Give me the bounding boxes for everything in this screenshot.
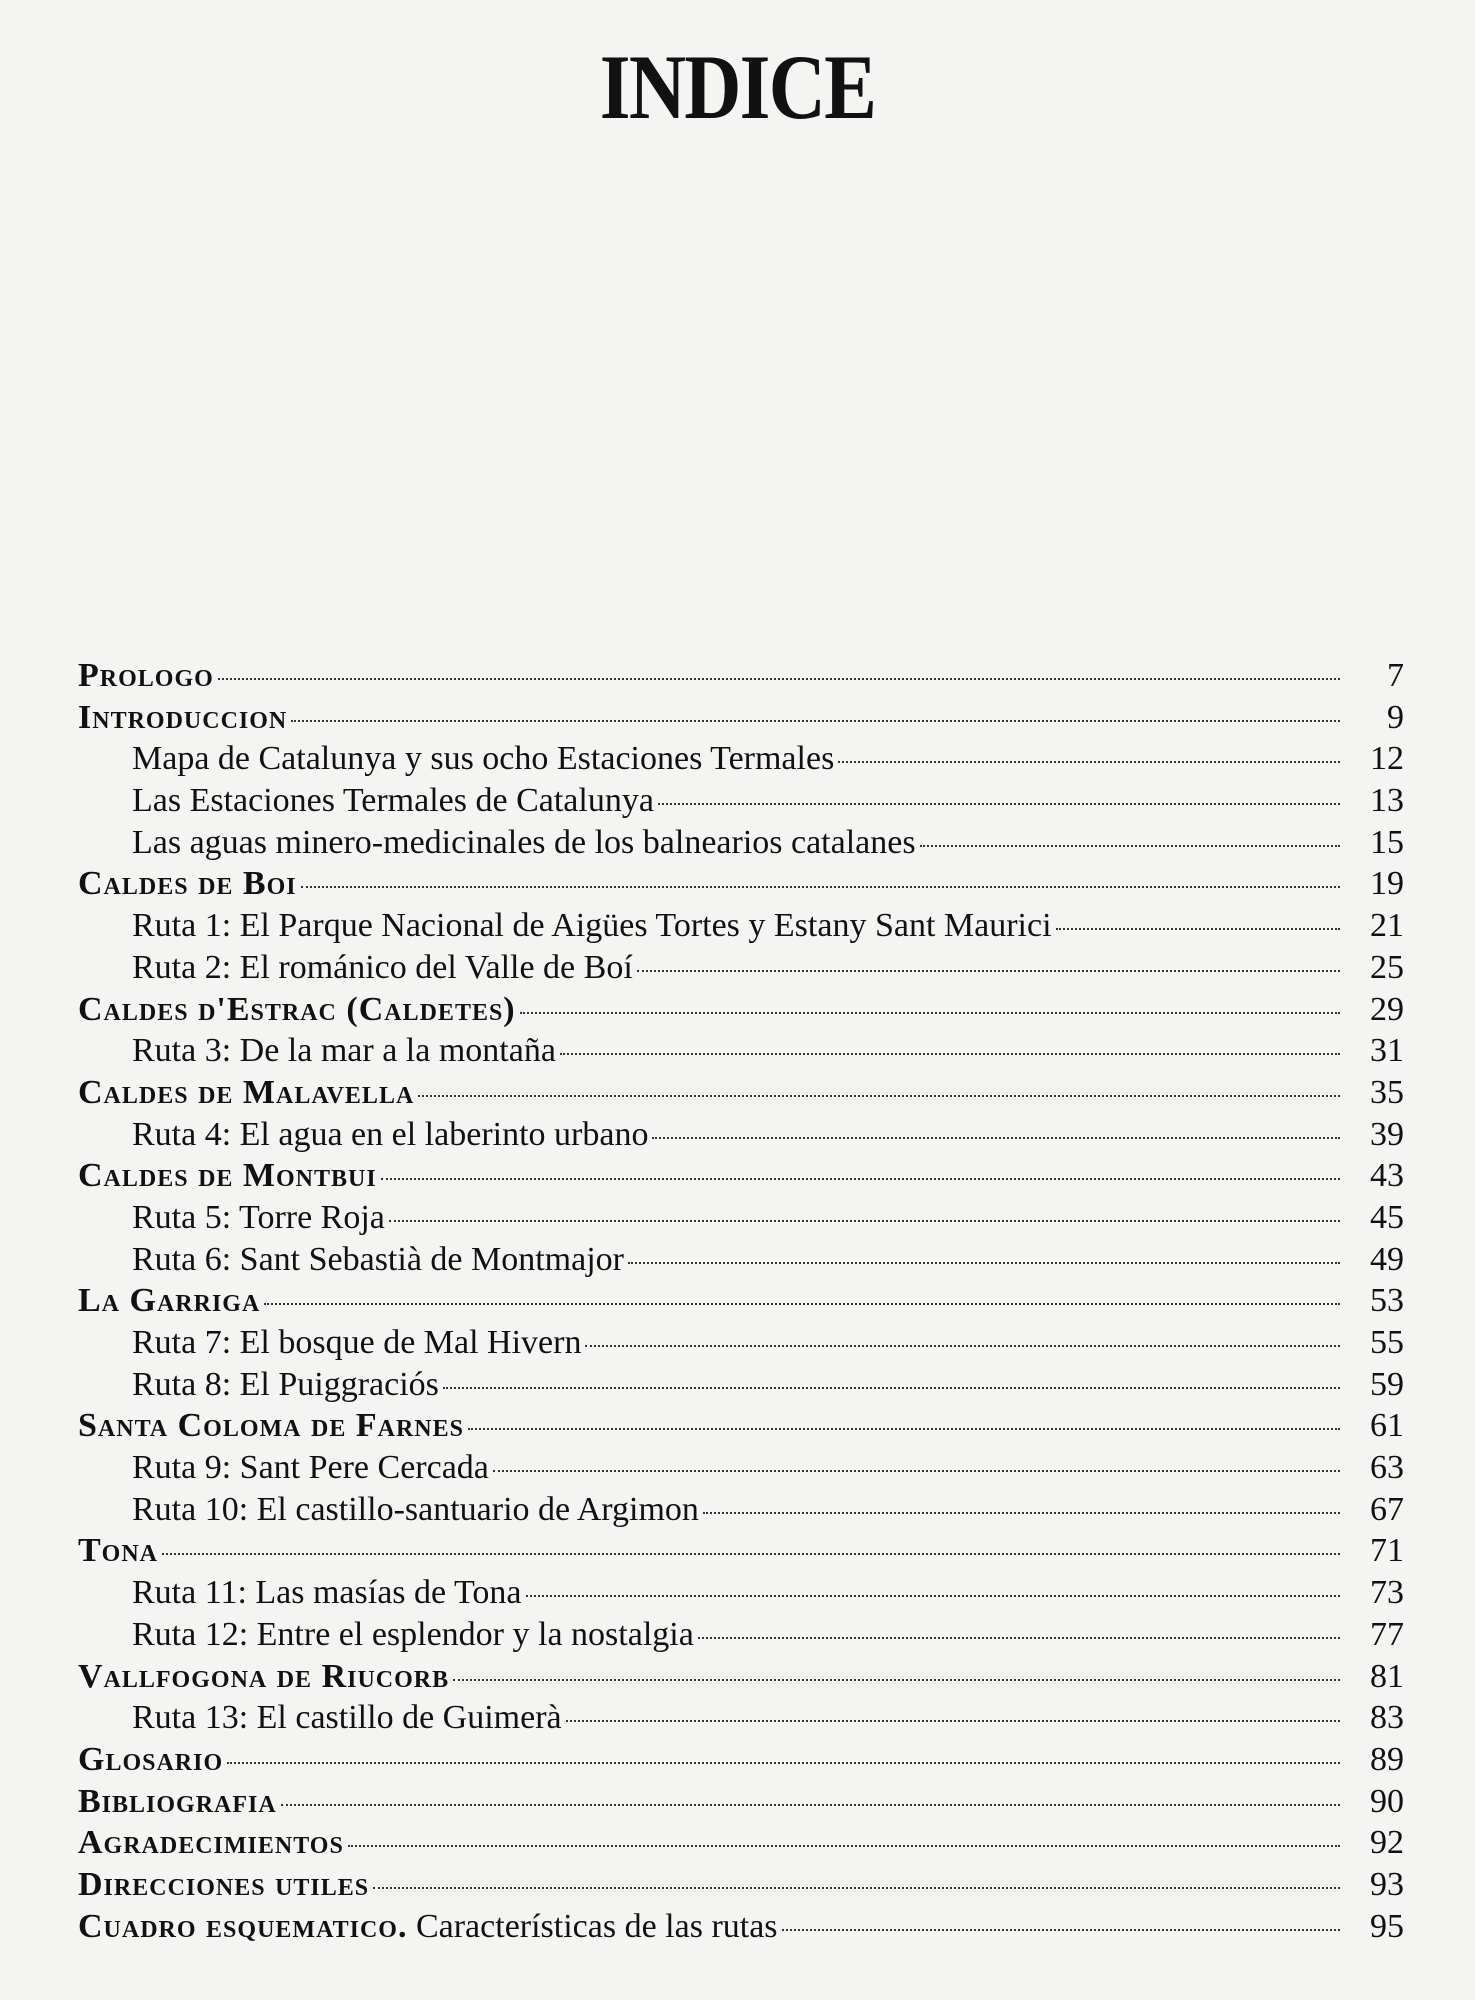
toc-entry-title: Mapa de Catalunya y sus ocho Estaciones Termales: [132, 740, 835, 778]
toc-page-number: 55: [1370, 1324, 1404, 1361]
toc-page-number: 21: [1370, 907, 1404, 945]
toc-subentry: [78, 1489, 1404, 1531]
toc-subentry: [78, 738, 1404, 780]
toc-entry-label: [78, 1447, 489, 1489]
toc-subentry: [78, 822, 1404, 864]
toc-entry-title: Ruta 10: El castillo-santuario de Argimon: [132, 1490, 699, 1528]
toc-entry-label: [78, 1197, 385, 1239]
toc-entry-title: Las Estaciones Termales de Catalunya: [132, 782, 654, 820]
dot-leader: [566, 1720, 1340, 1722]
toc-page-number: 63: [1370, 1449, 1404, 1487]
dot-leader: [920, 845, 1340, 847]
toc-entry-title: Ruta 4: El agua en el laberinto urbano: [132, 1115, 649, 1153]
toc-entry-title: Caldes de Boi: [78, 865, 297, 903]
toc-subentry: [78, 1572, 1404, 1614]
toc-page-number: 13: [1370, 782, 1404, 820]
toc-page-number: 61: [1370, 1407, 1404, 1445]
table-of-contents: [78, 655, 1404, 1947]
toc-entry-title: Bibliografia: [78, 1782, 277, 1820]
dot-leader: [291, 720, 1340, 722]
toc-page-number: 25: [1370, 948, 1404, 986]
toc-entry-label: [78, 697, 287, 739]
toc-section-entry: [78, 1781, 1404, 1823]
toc-entry-label: [78, 1364, 439, 1406]
toc-page-number: 81: [1370, 1657, 1404, 1695]
toc-page-number: 49: [1370, 1240, 1404, 1278]
toc-page-number: 92: [1370, 1824, 1404, 1862]
toc-entry-label: [78, 1489, 699, 1531]
toc-entry-title: Ruta 13: El castillo de Guimerà: [132, 1699, 562, 1737]
dot-leader: [628, 1262, 1340, 1264]
toc-entry-label: [78, 655, 214, 697]
dot-leader: [301, 886, 1340, 888]
toc-page-number: 89: [1370, 1740, 1404, 1778]
toc-entry-title: Ruta 3: De la mar a la montaña: [132, 1032, 556, 1070]
toc-page-number: 83: [1370, 1699, 1404, 1737]
dot-leader: [698, 1637, 1340, 1639]
dot-leader: [585, 1345, 1340, 1347]
dot-leader: [264, 1303, 1340, 1305]
toc-subentry: [78, 1364, 1404, 1406]
dot-leader: [838, 761, 1340, 763]
toc-entry-title: Caldes d'Estrac (Caldetes): [78, 990, 516, 1028]
toc-entry-title: Direcciones utiles: [78, 1865, 370, 1903]
toc-entry-label: [78, 1906, 778, 1948]
toc-entry-title: Glosario: [78, 1740, 224, 1778]
toc-section-entry: [78, 863, 1404, 905]
toc-entry-title: Introduccion: [78, 698, 288, 736]
toc-entry-label: [78, 1239, 624, 1281]
toc-section-entry: [78, 655, 1404, 697]
toc-entry-title: Ruta 2: El románico del Valle de Boí: [132, 948, 633, 986]
toc-section-entry: [78, 1530, 1404, 1572]
toc-entry-label: [78, 1322, 581, 1364]
toc-entry-title: La Garriga: [78, 1282, 261, 1320]
toc-entry-label: [78, 1614, 694, 1656]
dot-leader: [453, 1679, 1340, 1681]
dot-leader: [227, 1762, 1340, 1764]
toc-entry-label: [78, 1781, 277, 1823]
toc-entry-label: [78, 780, 654, 822]
toc-entry-title: Caldes de Malavella: [78, 1073, 415, 1111]
toc-entry-label: [78, 738, 834, 780]
toc-subentry: [78, 1239, 1404, 1281]
toc-page-number: 15: [1370, 823, 1404, 861]
toc-entry-title: Ruta 5: Torre Roja: [132, 1198, 385, 1236]
toc-section-entry: [78, 1739, 1404, 1781]
toc-entry-label: [78, 1656, 449, 1698]
toc-subentry: [78, 1197, 1404, 1239]
toc-entry-title: Caldes de Montbui: [78, 1157, 377, 1195]
dot-leader: [468, 1428, 1340, 1430]
toc-page-number: 77: [1370, 1615, 1404, 1653]
dot-leader: [443, 1387, 1340, 1389]
toc-page-number: 29: [1370, 990, 1404, 1028]
toc-page-number: 73: [1370, 1574, 1404, 1612]
toc-entry-title: Vallfogona de Riucorb: [78, 1657, 450, 1695]
toc-page-number: 43: [1370, 1157, 1404, 1195]
toc-subentry: [78, 780, 1404, 822]
dot-leader: [418, 1095, 1340, 1097]
dot-leader: [493, 1470, 1340, 1472]
dot-leader: [389, 1220, 1340, 1222]
toc-section-entry: [78, 1280, 1404, 1322]
toc-entry-label: [78, 1739, 223, 1781]
toc-section-entry: [78, 1822, 1404, 1864]
page-title: INDICE: [599, 36, 876, 138]
toc-entry-label: [78, 1572, 522, 1614]
toc-entry-title: Agradecimientos: [78, 1824, 344, 1862]
toc-entry-label: [78, 1280, 260, 1322]
dot-leader: [560, 1053, 1340, 1055]
toc-page-number: 9: [1387, 698, 1404, 736]
dot-leader: [373, 1887, 1340, 1889]
toc-entry-label: [78, 1405, 464, 1447]
toc-subentry: [78, 1030, 1404, 1072]
toc-page-number: 53: [1370, 1282, 1404, 1320]
dot-leader: [652, 1137, 1340, 1139]
toc-subentry: [78, 947, 1404, 989]
dot-leader: [348, 1845, 1340, 1847]
toc-section-entry: [78, 1906, 1404, 1948]
toc-entry-label: [78, 1114, 648, 1156]
toc-section-entry: [78, 697, 1404, 739]
dot-leader: [703, 1512, 1340, 1514]
toc-subentry: [78, 1614, 1404, 1656]
dot-leader: [637, 970, 1340, 972]
toc-entry-title: Ruta 6: Sant Sebastià de Montmajor: [132, 1240, 624, 1278]
toc-page-number: 90: [1370, 1782, 1404, 1820]
toc-page-number: 93: [1370, 1865, 1404, 1903]
toc-entry-label: [78, 1030, 556, 1072]
toc-page-number: 12: [1370, 740, 1404, 778]
toc-section-entry: [78, 1864, 1404, 1906]
dot-leader: [520, 1012, 1340, 1014]
toc-entry-title: Ruta 9: Sant Pere Cercada: [132, 1449, 489, 1487]
toc-subentry: [78, 1322, 1404, 1364]
toc-page-number: 45: [1370, 1198, 1404, 1236]
toc-section-entry: [78, 1405, 1404, 1447]
toc-page-number: 35: [1370, 1073, 1404, 1111]
toc-entry-label: [78, 1697, 562, 1739]
toc-entry-label: [78, 1530, 158, 1572]
toc-subentry: [78, 1697, 1404, 1739]
dot-leader: [218, 678, 1340, 680]
toc-entry-title: Las aguas minero-medicinales de los balnearios catalanes: [132, 823, 916, 861]
toc-page-number: 19: [1370, 865, 1404, 903]
toc-entry-title: Ruta 8: El Puiggraciós: [132, 1365, 439, 1403]
toc-section-entry: [78, 989, 1404, 1031]
toc-page-number: 95: [1370, 1907, 1404, 1945]
toc-entry-label: [78, 1155, 377, 1197]
toc-entry-label: [78, 989, 516, 1031]
toc-entry-label: [78, 1072, 414, 1114]
toc-page-number: 59: [1370, 1365, 1404, 1403]
dot-leader: [281, 1804, 1340, 1806]
toc-page-number: 31: [1370, 1032, 1404, 1070]
dot-leader: [782, 1929, 1340, 1931]
toc-subentry: [78, 1114, 1404, 1156]
toc-entry-title: Ruta 7: El bosque de Mal Hivern: [132, 1324, 582, 1361]
dot-leader: [1056, 928, 1340, 930]
toc-entry-title: Ruta 11: Las masías de Tona: [132, 1574, 522, 1612]
toc-entry-label: [78, 1822, 344, 1864]
toc-entry-label: [78, 947, 633, 989]
toc-section-entry: [78, 1072, 1404, 1114]
toc-entry-title: Tona: [78, 1532, 159, 1570]
dot-leader: [526, 1595, 1341, 1597]
toc-entry-title: Cuadro esquematico.: [78, 1907, 408, 1945]
toc-entry-label: [78, 822, 916, 864]
toc-entry-label: [78, 863, 297, 905]
dot-leader: [381, 1178, 1340, 1180]
dot-leader: [658, 803, 1340, 805]
toc-entry-title: Ruta 12: Entre el esplendor y la nostalgia: [132, 1615, 694, 1653]
toc-page-number: 7: [1387, 657, 1404, 694]
toc-entry-title: Prologo: [78, 657, 214, 694]
toc-subentry: [78, 905, 1404, 947]
toc-entry-label: [78, 905, 1052, 947]
toc-subentry: [78, 1447, 1404, 1489]
toc-section-entry: [78, 1656, 1404, 1698]
toc-entry-subtitle: Características de las rutas: [407, 1907, 778, 1945]
toc-entry-title: Ruta 1: El Parque Nacional de Aigües Tortes y Estany Sant Maurici: [132, 907, 1052, 945]
toc-entry-title: Santa Coloma de Farnes: [78, 1407, 464, 1445]
toc-section-entry: [78, 1155, 1404, 1197]
toc-page-number: 67: [1370, 1490, 1404, 1528]
toc-page-number: 39: [1370, 1115, 1404, 1153]
toc-page-number: 71: [1370, 1532, 1404, 1570]
dot-leader: [162, 1553, 1340, 1555]
toc-entry-label: [78, 1864, 369, 1906]
